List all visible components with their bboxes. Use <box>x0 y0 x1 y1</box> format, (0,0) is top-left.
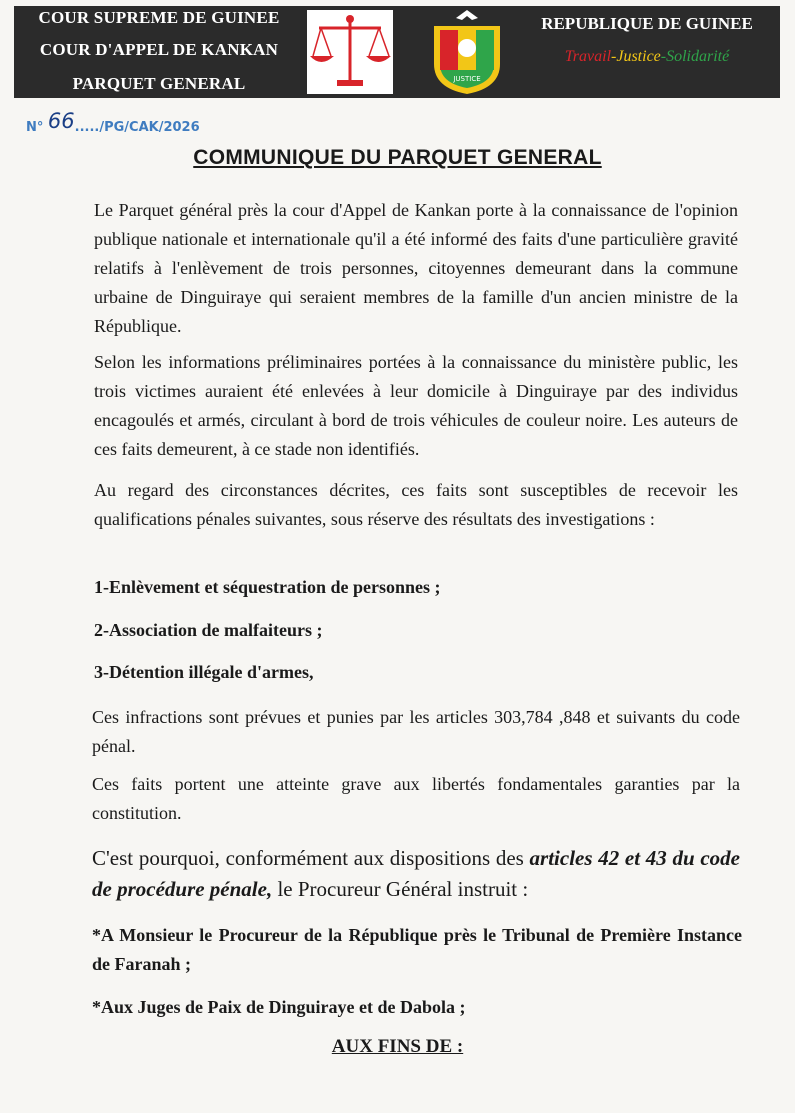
court-supreme: COUR SUPREME DE GUINEE <box>38 8 280 27</box>
court-appeal: COUR D'APPEL DE KANKAN <box>39 40 279 59</box>
parquet-general: PARQUET GENERAL <box>72 74 246 93</box>
handwritten-number: 66 <box>47 109 75 133</box>
paragraph-informations: Selon les informations préliminaires portées à la connaissance du ministère public, les trois victimes auraient été enlevées à leur domicile à Dinguiraye par des individus encagoulés et armés, circulant à bord de trois véhicules de couleur noire. Les auteurs de ces faits demeurent, à ce stade non identifiés. <box>94 352 738 459</box>
paragraph-qualifications: Au regard des circonstances décrites, ces faits sont susceptibles de recevoir les qualifications pénales suivantes, sous réserve des résultats des investigations : <box>94 480 738 529</box>
paragraph-instruction: C'est pourquoi, conformément aux dispositions des articles 42 et 43 du code de procédure pénale, le Procureur Général instruit : <box>92 846 740 901</box>
addressee-procureur: *A Monsieur le Procureur de la République près le Tribunal de Première Instance de Faranah ; <box>92 925 742 974</box>
paragraph-intro: Le Parquet général près la cour d'Appel de Kankan porte à la connaissance de l'opinion publique nationale et internationale qu'il a été informé des faits d'une particulière gravité relatifs à l'enlèvement de trois personnes, citoyennes demeurant dans la commune urbaine de Dinguiraye qui seraient membres de la famille d'un ancien ministre de la République. <box>94 200 738 336</box>
offence-item-3: 3-Détention illégale d'armes, <box>94 662 314 682</box>
reference-number: N° 66...../PG/CAK/2026 <box>26 109 200 135</box>
svg-text:JUSTICE: JUSTICE <box>453 75 481 83</box>
national-motto: Travail-Justice-Solidarité <box>564 48 730 65</box>
letterhead <box>14 6 780 98</box>
scales-of-justice-icon <box>307 10 393 94</box>
paragraph-atteinte: Ces faits portent une atteinte grave aux libertés fondamentales garanties par la constitution. <box>92 774 740 823</box>
national-emblem-icon <box>426 8 508 96</box>
aux-fins-heading: AUX FINS DE : <box>331 1036 464 1057</box>
document-title: COMMUNIQUE DU PARQUET GENERAL <box>193 146 602 169</box>
offence-item-2: 2-Association de malfaiteurs ; <box>94 620 323 640</box>
addressee-juges: *Aux Juges de Paix de Dinguiraye et de Dabola ; <box>92 997 466 1017</box>
republic-name: REPUBLIQUE DE GUINEE <box>541 14 753 33</box>
offence-item-1: 1-Enlèvement et séquestration de personnes ; <box>94 577 441 597</box>
code-reference: articles 42 et 43 du code de procédure pénale, <box>92 846 740 901</box>
paragraph-articles: Ces infractions sont prévues et punies par les articles 303,784 ,848 et suivants du code pénal. <box>92 707 740 756</box>
